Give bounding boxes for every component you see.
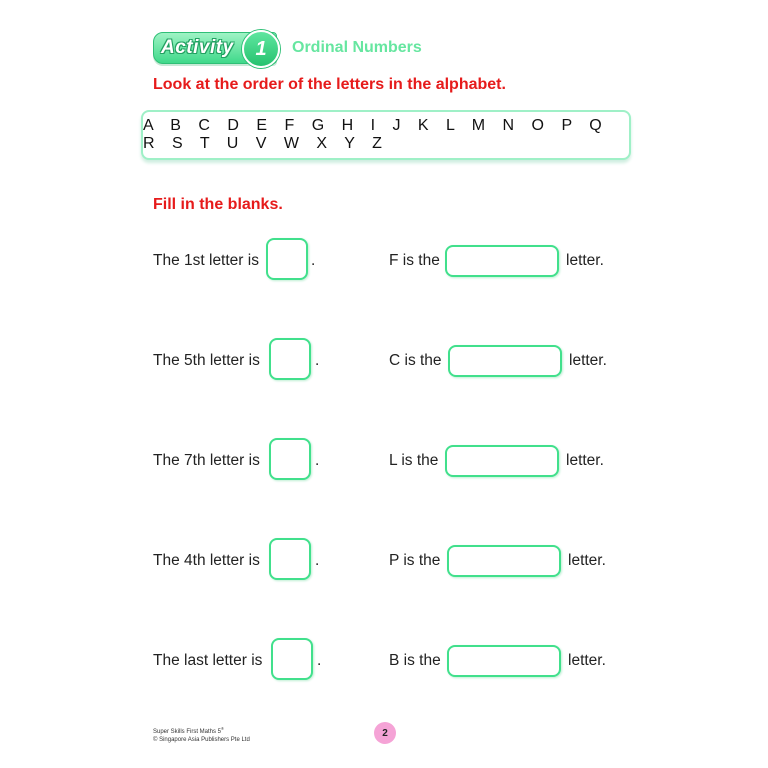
activity-title: Ordinal Numbers — [292, 39, 422, 56]
right-question-text: P is the — [389, 552, 441, 569]
activity-badge — [153, 32, 277, 64]
right-question-text: F is the — [389, 252, 440, 269]
instruction-look: Look at the order of the letters in the alphabet. — [153, 76, 506, 93]
right-question-text: C is the — [389, 352, 442, 369]
right-question-suffix: letter. — [566, 452, 604, 469]
right-question-suffix: letter. — [566, 252, 604, 269]
footer-book-title: Super Skills First Maths 5 — [153, 729, 222, 735]
page-number-badge: 2 — [374, 722, 396, 744]
question-row — [153, 338, 623, 386]
answer-box-left[interactable] — [269, 438, 311, 480]
footer-publisher: © Singapore Asia Publishers Pte Ltd — [153, 737, 250, 743]
alphabet-strip — [141, 110, 631, 160]
activity-badge-label: Activity — [161, 37, 234, 58]
right-question-text: B is the — [389, 652, 441, 669]
right-question-text: L is the — [389, 452, 439, 469]
left-question-text: The 5th letter is — [153, 352, 260, 369]
left-question-text: The 1st letter is — [153, 252, 259, 269]
answer-box-left[interactable] — [269, 538, 311, 580]
question-row — [153, 238, 623, 286]
question-row — [153, 438, 623, 486]
footer-book-mark: ® — [221, 726, 224, 731]
left-question-suffix: . — [311, 252, 316, 269]
left-question-text: The 4th letter is — [153, 552, 260, 569]
left-question-suffix: . — [317, 652, 322, 669]
right-question-suffix: letter. — [568, 652, 606, 669]
right-question-suffix: letter. — [568, 552, 606, 569]
left-question-text: The last letter is — [153, 652, 263, 669]
alphabet-letters: A B C D E F G H I J K L M N O P Q R S T U V W X Y Z — [143, 117, 609, 152]
answer-box-right[interactable] — [448, 345, 562, 377]
question-row — [153, 638, 623, 686]
answer-box-left[interactable] — [266, 238, 308, 280]
answer-box-right[interactable] — [445, 245, 559, 277]
answer-box-left[interactable] — [269, 338, 311, 380]
activity-number: 1 — [242, 30, 280, 68]
answer-box-right[interactable] — [447, 545, 561, 577]
left-question-suffix: . — [315, 552, 320, 569]
answer-box-left[interactable] — [271, 638, 313, 680]
answer-box-right[interactable] — [447, 645, 561, 677]
left-question-suffix: . — [315, 352, 320, 369]
right-question-suffix: letter. — [569, 352, 607, 369]
left-question-text: The 7th letter is — [153, 452, 260, 469]
instruction-fill: Fill in the blanks. — [153, 196, 283, 213]
answer-box-right[interactable] — [445, 445, 559, 477]
footer-credits — [153, 725, 250, 744]
left-question-suffix: . — [315, 452, 320, 469]
activity-header — [153, 32, 422, 64]
question-row — [153, 538, 623, 586]
